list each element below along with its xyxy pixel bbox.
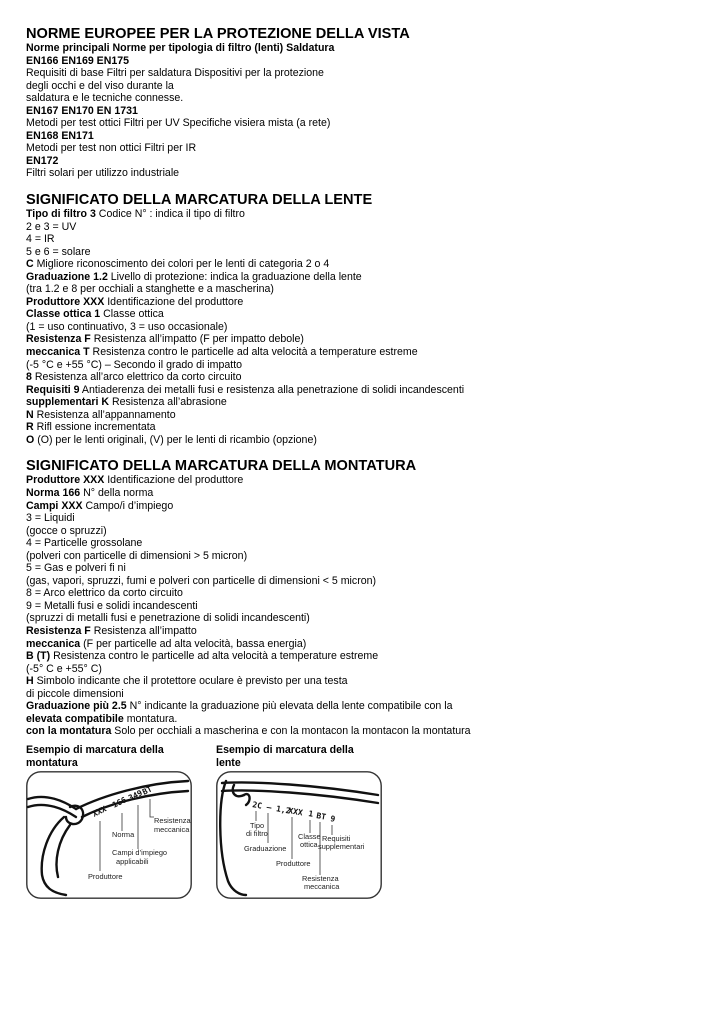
lens-marking-example bbox=[216, 744, 406, 891]
bold-text-run: C bbox=[26, 258, 34, 271]
text-line bbox=[26, 117, 706, 130]
text-run: Livello di protezione: indica la graduazione della lente bbox=[107, 270, 362, 283]
text-run: 5 e 6 = solare bbox=[26, 245, 91, 258]
bold-text-run: EN168 EN171 bbox=[26, 129, 94, 142]
mark-requirements: 9 bbox=[329, 814, 336, 824]
label-resistenza: Resistenza bbox=[302, 874, 339, 883]
text-line bbox=[26, 92, 706, 105]
section-eu-norms bbox=[26, 26, 706, 180]
example-caption: Esempio di marcatura della bbox=[216, 744, 354, 756]
text-run: Resistenza all’impatto (F per impatto debole) bbox=[90, 333, 304, 346]
text-run: Codice N° : indica il tipo di filtro bbox=[95, 208, 245, 221]
text-line bbox=[26, 625, 706, 638]
text-run: (-5 °C e +55 °C) – Secondo il grado di impatto bbox=[26, 358, 243, 371]
text-run: N° della norma bbox=[80, 486, 154, 499]
label-resistenza: Resistenza bbox=[154, 816, 191, 825]
label-graduazione: Graduazione bbox=[244, 844, 287, 853]
text-line bbox=[26, 359, 706, 372]
mark-optical-class: 1 bbox=[307, 809, 314, 819]
text-run: degli occhi e del viso durante la bbox=[26, 79, 174, 92]
bold-text-run: Classe ottica 1 bbox=[26, 308, 101, 321]
text-run: 4 = IR bbox=[26, 233, 55, 246]
bold-text-run: R bbox=[26, 421, 34, 434]
text-run: Resistenza all’arco elettrico da corto circuito bbox=[31, 371, 242, 384]
frame-marking-example bbox=[26, 744, 206, 881]
label-ottica: ottica bbox=[300, 840, 318, 849]
text-run: montatura. bbox=[123, 712, 178, 725]
text-line bbox=[26, 713, 706, 726]
bold-text-run: EN167 EN170 EN 1731 bbox=[26, 104, 138, 117]
example-caption: lente bbox=[216, 756, 241, 769]
text-run: 2 e 3 = UV bbox=[26, 220, 77, 233]
label-campi: Campi d’impiego bbox=[112, 848, 168, 857]
label-requisiti: Requisiti bbox=[322, 834, 351, 843]
text-line bbox=[26, 321, 706, 334]
text-line bbox=[26, 105, 706, 118]
marking-examples bbox=[26, 744, 706, 904]
section-title: SIGNIFICATO DELLA MARCATURA DELLA LENTE bbox=[26, 192, 373, 209]
section-frame-marking bbox=[26, 458, 706, 737]
text-run: Resistenza all’impatto bbox=[90, 624, 197, 637]
text-line bbox=[26, 409, 706, 422]
text-line bbox=[26, 80, 706, 93]
bold-text-run: Campi XXX bbox=[26, 499, 83, 512]
section-body bbox=[26, 42, 706, 180]
text-line bbox=[26, 221, 706, 234]
text-run: Migliore riconoscimento dei colori per le lenti di categoria 2 o 4 bbox=[33, 258, 330, 271]
text-run: saldatura e le tecniche connesse. bbox=[26, 92, 184, 105]
bold-text-run: O bbox=[26, 433, 35, 446]
text-run: di piccole dimensioni bbox=[26, 687, 124, 700]
section-body bbox=[26, 474, 706, 737]
text-line bbox=[26, 537, 706, 550]
label-di-filtro: di filtro bbox=[246, 829, 268, 838]
section-body bbox=[26, 208, 706, 446]
text-run: Metodi per test ottici Filtri per UV Specifiche visiera mista (a rete) bbox=[26, 117, 331, 130]
text-line bbox=[26, 587, 706, 600]
text-run: (1 = uso continuativo, 3 = uso occasionale) bbox=[26, 320, 228, 333]
label-tipo: Tipo bbox=[250, 821, 265, 830]
text-line bbox=[26, 638, 706, 651]
text-line bbox=[26, 600, 706, 613]
text-line bbox=[26, 208, 706, 221]
text-run: Simbolo indicante che il protettore oculare è previsto per una testa bbox=[33, 675, 348, 688]
label-meccanica: meccanica bbox=[154, 825, 190, 834]
text-run: Classe ottica bbox=[100, 308, 164, 321]
bold-text-run: supplementari K bbox=[26, 396, 110, 409]
text-line bbox=[26, 42, 706, 55]
text-line bbox=[26, 130, 706, 143]
text-run: Resistenza all’appannamento bbox=[33, 408, 176, 421]
text-run: 5 = Gas e polveri fi ni bbox=[26, 562, 126, 575]
text-run: (gas, vapori, spruzzi, fumi e polveri con particelle di dimensioni < 5 micron) bbox=[26, 574, 377, 587]
section-lens-marking bbox=[26, 192, 706, 446]
text-line bbox=[26, 67, 706, 80]
text-line bbox=[26, 246, 706, 259]
text-line bbox=[26, 575, 706, 588]
bold-text-run: N bbox=[26, 408, 34, 421]
label-produttore: Produttore bbox=[88, 872, 123, 881]
text-line bbox=[26, 296, 706, 309]
bold-text-run: elevata compatibile bbox=[26, 712, 124, 725]
example-caption: montatura bbox=[26, 756, 78, 769]
mark-manufacturer: XXX bbox=[90, 804, 108, 819]
text-run: Identificazione del produttore bbox=[104, 474, 244, 487]
text-run: 8 = Arco elettrico da corto circuito bbox=[26, 587, 183, 600]
text-run: Metodi per test non ottici Filtri per IR bbox=[26, 142, 197, 155]
text-run: (-5° C e +55° C) bbox=[26, 662, 102, 675]
example-caption: Esempio di marcatura della bbox=[26, 744, 164, 756]
text-line bbox=[26, 512, 706, 525]
bold-text-run: Requisiti 9 bbox=[26, 383, 80, 396]
text-line bbox=[26, 725, 706, 738]
section-title: SIGNIFICATO DELLA MARCATURA DELLA MONTATURA bbox=[26, 458, 417, 475]
section-title: NORME EUROPEE PER LA PROTEZIONE DELLA VISTA bbox=[26, 26, 410, 42]
text-line bbox=[26, 474, 706, 487]
mark-resistance: BT bbox=[140, 784, 154, 797]
bold-text-run: Produttore XXX bbox=[26, 474, 105, 487]
text-run: N° indicante la graduazione più elevata della lente compatibile con la bbox=[126, 700, 453, 713]
text-run: Solo per occhiali a mascherina e con la montacon la montacon la montatura bbox=[111, 725, 471, 738]
mark-fields: 349 bbox=[126, 788, 144, 803]
bold-text-run: Graduazione 1.2 bbox=[26, 270, 108, 283]
mark-manufacturer: XXX bbox=[287, 806, 304, 818]
text-run: 4 = Particelle grossolane bbox=[26, 537, 143, 550]
label-meccanica: meccanica bbox=[304, 882, 340, 891]
label-produttore: Produttore bbox=[276, 859, 311, 868]
text-line bbox=[26, 258, 706, 271]
text-run: (spruzzi di metalli fusi e penetrazione di solidi incandescenti) bbox=[26, 612, 310, 625]
bold-text-run: Norma 166 bbox=[26, 486, 81, 499]
text-run: Antiaderenza dei metalli fusi e resistenza alla penetrazione di solidi incandescenti bbox=[79, 383, 465, 396]
bold-text-run: 8 bbox=[26, 371, 32, 384]
label-norma: Norma bbox=[112, 830, 135, 839]
bold-text-run: meccanica T bbox=[26, 346, 90, 359]
text-line bbox=[26, 612, 706, 625]
text-line bbox=[26, 663, 706, 676]
text-line bbox=[26, 371, 706, 384]
text-run: Identificazione del produttore bbox=[104, 295, 244, 308]
text-line bbox=[26, 500, 706, 513]
text-run: (tra 1.2 e 8 per occhiali a stanghette e a mascherina) bbox=[26, 283, 274, 296]
text-line bbox=[26, 271, 706, 284]
text-line bbox=[26, 550, 706, 563]
text-line bbox=[26, 487, 706, 500]
document-page bbox=[26, 26, 706, 738]
text-run: Rifl essione incrementata bbox=[33, 421, 156, 434]
text-line bbox=[26, 142, 706, 155]
text-line bbox=[26, 55, 706, 68]
text-run: Resistenza contro le particelle ad alta velocità a temperature estreme bbox=[50, 650, 379, 663]
text-run: Campo/i d’impiego bbox=[82, 499, 174, 512]
mark-resistance: BT bbox=[315, 811, 327, 822]
text-run: Resistenza all’abrasione bbox=[109, 396, 227, 409]
text-run: Filtri solari per utilizzo industriale bbox=[26, 167, 180, 180]
text-line bbox=[26, 396, 706, 409]
text-run: 3 = Liquidi bbox=[26, 512, 75, 525]
label-classe: Classe bbox=[298, 832, 321, 841]
text-line bbox=[26, 525, 706, 538]
bold-text-run: Tipo di filtro 3 bbox=[26, 208, 96, 221]
frame-marking-illustration bbox=[26, 771, 192, 899]
text-line bbox=[26, 675, 706, 688]
text-run: (F per particelle ad alta velocità, bassa energia) bbox=[80, 637, 307, 650]
label-applicabili: applicabili bbox=[116, 857, 149, 866]
text-line bbox=[26, 384, 706, 397]
text-line bbox=[26, 283, 706, 296]
text-line bbox=[26, 688, 706, 701]
text-run: (polveri con particelle di dimensioni > 5 micron) bbox=[26, 549, 248, 562]
text-line bbox=[26, 562, 706, 575]
bold-text-run: meccanica bbox=[26, 637, 81, 650]
bold-text-run: Produttore XXX bbox=[26, 295, 105, 308]
text-line bbox=[26, 333, 706, 346]
text-line bbox=[26, 346, 706, 359]
text-run: 9 = Metalli fusi e solidi incandescenti bbox=[26, 599, 198, 612]
text-line bbox=[26, 308, 706, 321]
text-run: (gocce o spruzzi) bbox=[26, 524, 107, 537]
text-run: Resistenza contro le particelle ad alta velocità a temperature estreme bbox=[89, 346, 418, 359]
bold-text-run: Norme principali Norme per tipologia di filtro (lenti) Saldatura bbox=[26, 42, 335, 54]
bold-text-run: H bbox=[26, 675, 34, 688]
text-run: (O) per le lenti originali, (V) per le lenti di ricambio (opzione) bbox=[34, 433, 317, 446]
text-line bbox=[26, 700, 706, 713]
bold-text-run: Resistenza F bbox=[26, 624, 91, 637]
text-line bbox=[26, 167, 706, 180]
bold-text-run: Graduazione più 2.5 bbox=[26, 700, 127, 713]
text-line bbox=[26, 434, 706, 447]
bold-text-run: B (T) bbox=[26, 650, 51, 663]
bold-text-run: Resistenza F bbox=[26, 333, 91, 346]
bold-text-run: con la montatura bbox=[26, 725, 112, 738]
text-line bbox=[26, 155, 706, 168]
bold-text-run: EN172 bbox=[26, 154, 59, 167]
label-supplementari: supplementari bbox=[318, 842, 365, 851]
text-line bbox=[26, 421, 706, 434]
text-run: Requisiti di base Filtri per saldatura Dispositivi per la protezione bbox=[26, 67, 324, 80]
mark-norm: 166 bbox=[110, 795, 128, 810]
text-line bbox=[26, 650, 706, 663]
mark-code: 2C – 1,2 bbox=[251, 800, 292, 816]
lens-marking-illustration bbox=[216, 771, 382, 899]
text-line bbox=[26, 233, 706, 246]
bold-text-run: EN166 EN169 EN175 bbox=[26, 54, 130, 67]
